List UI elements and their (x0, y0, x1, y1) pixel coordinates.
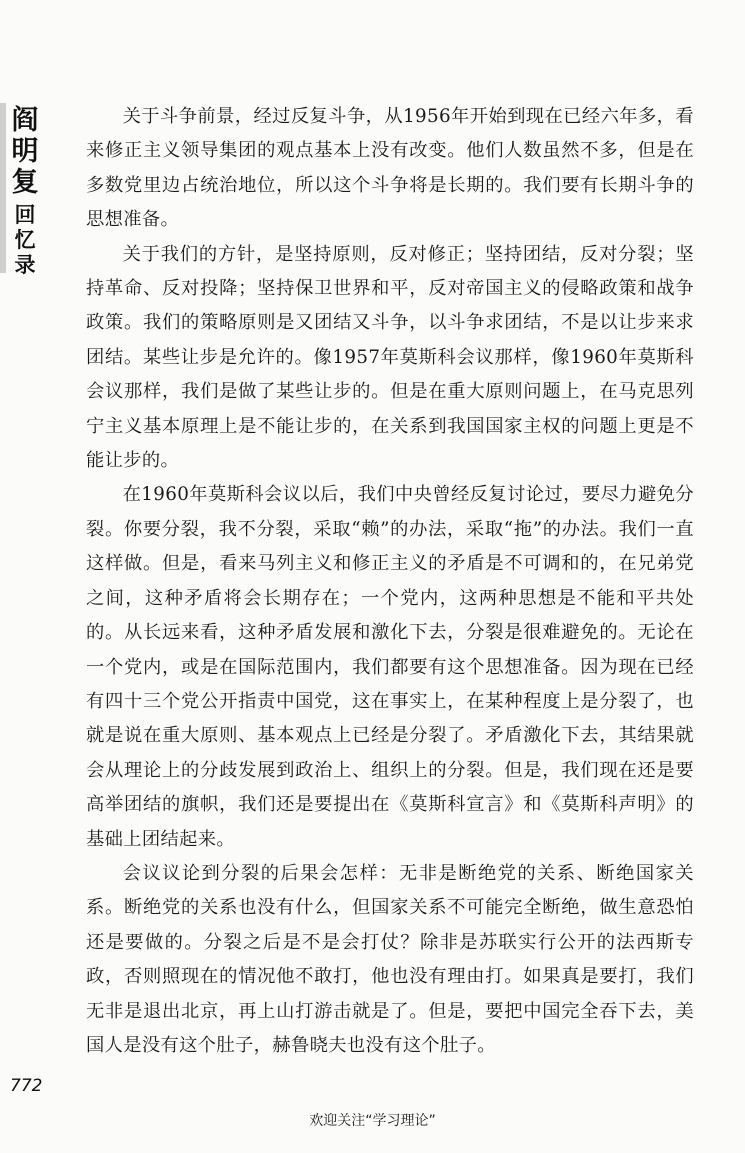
page-number: 772 (10, 1076, 43, 1096)
tab-shade (0, 103, 6, 273)
book-subtitle: 回 忆 录 (14, 203, 36, 277)
paragraph-1: 关于斗争前景，经过反复斗争，从1956年开始到现在已经六年多，看来修正主义领导集团的观点基本上没有改变。他们人数虽然不多，但是在多数党里边占统治地位，所以这个斗争将是长期的。我们要有长期斗争的思想准备。 (86, 106, 694, 231)
paragraph-4: 会议议论到分裂的后果会怎样：无非是断绝党的关系、断绝国家关系。断绝党的关系也没有什么，但国家关系不可能完全断绝，做生意恐怕还是要做的。分裂之后是不是会打仗？除非是苏联实行公开的法西斯专政，否则照现在的情况他不敢打，他也没有理由打。如果真是要打，我们无非是退出北京，再上山打游击就是了。但是，要把中国完全吞下去，美国人是没有这个肚子，赫鲁晓夫也没有这个肚子。 (86, 862, 694, 1056)
book-author-title: 阎 明 复 (11, 105, 39, 198)
paragraph-3: 在1960年莫斯科会议以后，我们中央曾经反复讨论过，要尽力避免分裂。你要分裂，我不分裂，采取“赖”的办法，采取“拖”的办法。我们一直这样做。但是，看来马列主义和修正主义的矛盾是不可调和的，在兄弟党之间，这种矛盾将会长期存在；一个党内，这两种思想是不能和平共处的。从长远来看，这种矛盾发展和激化下去，分裂是很难避免的。无论在一个党内，或是在国际范围内，我们都要有这个思想准备。因为现在已经有四十三个党公开指责中国党，这在事实上，在某种程度上是分裂了，也就是说在重大原则、基本观点上已经是分裂了。矛盾激化下去，其结果就会从理论上的分歧发展到政治上、组织上的分裂。但是，我们现在还是要高举团结的旗帜，我们还是要提出在《莫斯科宣言》和《莫斯科声明》的基础上团结起来。 (86, 484, 694, 850)
page-body (86, 100, 694, 1063)
footer-watermark: 欢迎关注“学习理论” (309, 1113, 436, 1129)
book-title-tab (0, 103, 42, 277)
paragraph-2: 关于我们的方针，是坚持原则，反对修正；坚持团结，反对分裂；坚持革命、反对投降；坚持保卫世界和平，反对帝国主义的侵略政策和战争政策。我们的策略原则是又团结又斗争，以斗争求团结，不是以让步来求团结。某些让步是允许的。像1957年莫斯科会议那样，像1960年莫斯科会议那样，我们是做了某些让步的。但是在重大原则问题上，在马克思列宁主义基本原理上是不能让步的，在关系到我国国家主权的问题上更是不能让步的。 (86, 243, 694, 472)
